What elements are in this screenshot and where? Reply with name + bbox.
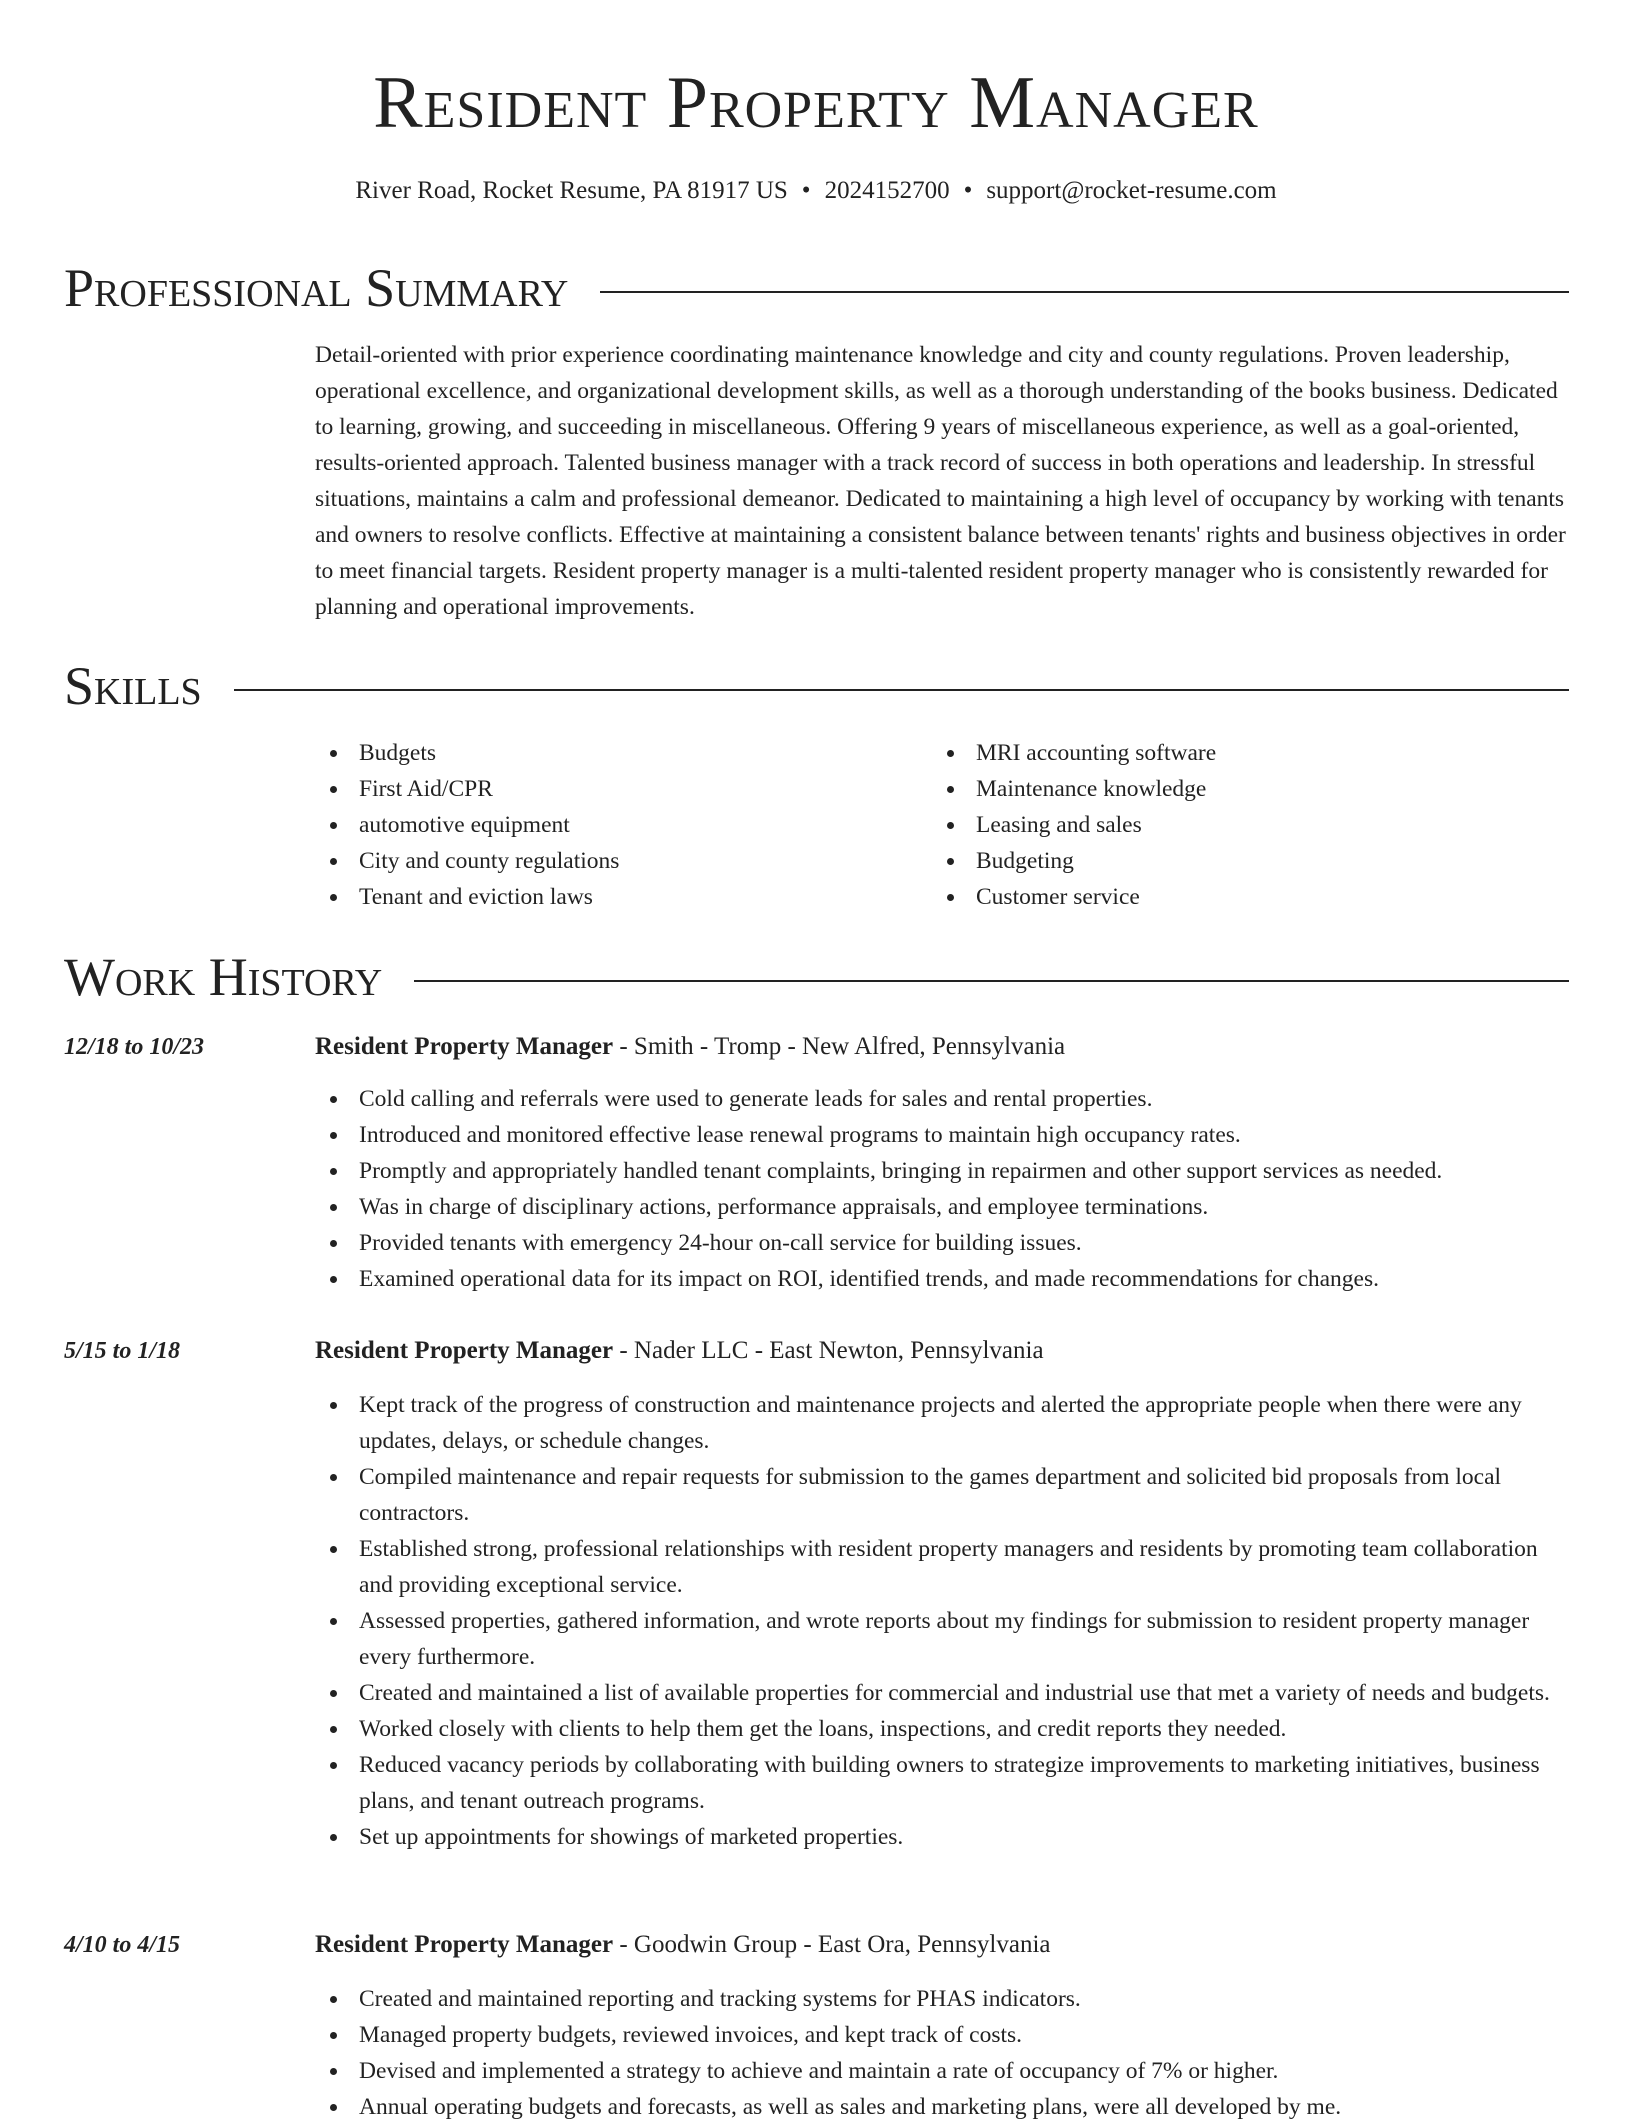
skill-item: Budgeting <box>932 843 1532 879</box>
bullet-icon <box>330 858 337 865</box>
job-bullet: Examined operational data for its impact on ROI, identified trends, and made recommendations for changes. <box>315 1261 1569 1297</box>
bullet-icon <box>330 1276 337 1283</box>
contact-address: River Road, Rocket Resume, PA 81917 US <box>355 177 788 204</box>
skill-item: Budgets <box>315 735 915 771</box>
job-bullet: Promptly and appropriately handled tenant complaints, bringing in repairmen and other support services as needed. <box>315 1153 1569 1189</box>
skills-section-header <box>64 656 1569 716</box>
job-bullet-list <box>315 1387 1569 1855</box>
job-bullet: Devised and implemented a strategy to achieve and maintain a rate of occupancy of 7% or higher. <box>315 2053 1569 2089</box>
contact-separator: • <box>801 177 811 204</box>
section-divider <box>234 689 1569 691</box>
bullet-icon <box>330 1474 337 1481</box>
job-bullet: Provided tenants with emergency 24-hour on-call service for building issues. <box>315 1225 1569 1261</box>
bullet-icon <box>947 894 954 901</box>
bullet-icon <box>330 1618 337 1625</box>
summary-text: Detail-oriented with prior experience coordinating maintenance knowledge and city and county regulations. Proven leadership, operational excellence, and organizational development skills, as well as a thorough understanding of the books business. Dedicated to learning, growing, and succeeding in miscellaneous. Offering 9 years of miscellaneous experience, as well as a goal-oriented, results-oriented approach. Talented business manager with a track record of success in both operations and leadership. In stressful situations, maintains a calm and professional demeanor. Dedicated to maintaining a high level of occupancy by working with tenants and owners to resolve conflicts. Effective at maintaining a consistent balance between tenants' rights and business objectives in order to meet financial targets. Resident property manager is a multi-talented resident property manager who is consistently rewarded for planning and operational improvements. <box>315 342 1566 620</box>
job-bullet: Worked closely with clients to help them get the loans, inspections, and credit reports they needed. <box>315 1711 1569 1747</box>
bullet-icon <box>330 2032 337 2039</box>
bullet-icon <box>330 2104 337 2111</box>
bullet-icon <box>330 2068 337 2075</box>
skills-list-right <box>932 735 1532 915</box>
bullet-icon <box>330 1402 337 1409</box>
bullet-icon <box>330 894 337 901</box>
section-divider <box>414 980 1569 982</box>
bullet-icon <box>330 1096 337 1103</box>
job-bullet-list <box>315 1981 1569 2125</box>
bullet-icon <box>330 1996 337 2003</box>
skill-item: City and county regulations <box>315 843 915 879</box>
skills-list-left <box>315 735 915 915</box>
bullet-icon <box>330 1168 337 1175</box>
skill-item: Tenant and eviction laws <box>315 879 915 915</box>
job-bullet: Introduced and monitored effective lease renewal programs to maintain high occupancy rates. <box>315 1117 1569 1153</box>
job-company: - Goodwin Group - East Ora, Pennsylvania <box>613 1931 1051 1958</box>
job-bullet-list <box>315 1081 1569 1297</box>
bullet-icon <box>947 822 954 829</box>
job-bullet: Annual operating budgets and forecasts, as well as sales and marketing plans, were all developed by me. <box>315 2089 1569 2125</box>
job-title: Resident Property Manager <box>315 1931 614 1958</box>
job-bullet: Assessed properties, gathered information, and wrote reports about my findings for submission to resident property manager every furthermore. <box>315 1603 1569 1675</box>
job-heading <box>315 1927 1051 1963</box>
work-section-title: Work History <box>64 947 383 1007</box>
job-bullet: Kept track of the progress of construction and maintenance projects and alerted the appropriate people when there were any updates, delays, or schedule changes. <box>315 1387 1569 1459</box>
skills-section-title: Skills <box>64 656 202 716</box>
skill-item: Maintenance knowledge <box>932 771 1532 807</box>
contact-line <box>0 173 1632 209</box>
job-bullet: Compiled maintenance and repair requests for submission to the games department and solicited bid proposals from local contractors. <box>315 1459 1569 1531</box>
job-company: - Nader LLC - East Newton, Pennsylvania <box>613 1337 1044 1364</box>
job-company: - Smith - Tromp - New Alfred, Pennsylvania <box>613 1033 1066 1060</box>
bullet-icon <box>330 1690 337 1697</box>
job-bullet: Established strong, professional relationships with resident property managers and residents by promoting team collaboration and providing exceptional service. <box>315 1531 1569 1603</box>
bullet-icon <box>330 750 337 757</box>
job-dates: 4/10 to 4/15 <box>64 1932 181 1958</box>
bullet-icon <box>330 822 337 829</box>
contact-phone: 2024152700 <box>824 177 950 204</box>
skill-item: automotive equipment <box>315 807 915 843</box>
job-title: Resident Property Manager <box>315 1337 614 1364</box>
contact-email: support@rocket-resume.com <box>986 177 1277 204</box>
job-heading <box>315 1333 1044 1369</box>
job-heading <box>315 1029 1065 1065</box>
bullet-icon <box>947 858 954 865</box>
skill-item: First Aid/CPR <box>315 771 915 807</box>
job-title: Resident Property Manager <box>315 1033 614 1060</box>
job-bullet: Reduced vacancy periods by collaborating with building owners to strategize improvements to marketing initiatives, business plans, and tenant outreach programs. <box>315 1747 1569 1819</box>
job-bullet: Set up appointments for showings of marketed properties. <box>315 1819 1569 1855</box>
bullet-icon <box>330 1546 337 1553</box>
work-section-header <box>64 947 1569 1007</box>
bullet-icon <box>947 786 954 793</box>
bullet-icon <box>330 1834 337 1841</box>
bullet-icon <box>330 1132 337 1139</box>
job-bullet: Managed property budgets, reviewed invoices, and kept track of costs. <box>315 2017 1569 2053</box>
bullet-icon <box>330 1726 337 1733</box>
skill-item: MRI accounting software <box>932 735 1532 771</box>
bullet-icon <box>947 750 954 757</box>
bullet-icon <box>330 1204 337 1211</box>
job-dates: 5/15 to 1/18 <box>64 1338 181 1364</box>
contact-separator: • <box>963 177 973 204</box>
summary-section-header <box>64 258 1569 318</box>
bullet-icon <box>330 786 337 793</box>
bullet-icon <box>330 1762 337 1769</box>
skill-item: Customer service <box>932 879 1532 915</box>
job-bullet: Created and maintained reporting and tracking systems for PHAS indicators. <box>315 1981 1569 2017</box>
job-bullet: Created and maintained a list of available properties for commercial and industrial use that met a variety of needs and budgets. <box>315 1675 1569 1711</box>
job-bullet: Cold calling and referrals were used to generate leads for sales and rental properties. <box>315 1081 1569 1117</box>
skill-item: Leasing and sales <box>932 807 1532 843</box>
job-dates: 12/18 to 10/23 <box>64 1034 205 1060</box>
section-divider <box>600 291 1569 293</box>
job-bullet: Was in charge of disciplinary actions, performance appraisals, and employee terminations. <box>315 1189 1569 1225</box>
resume-name: Resident Property Manager <box>373 62 1259 144</box>
summary-section-title: Professional Summary <box>64 258 569 318</box>
bullet-icon <box>330 1240 337 1247</box>
